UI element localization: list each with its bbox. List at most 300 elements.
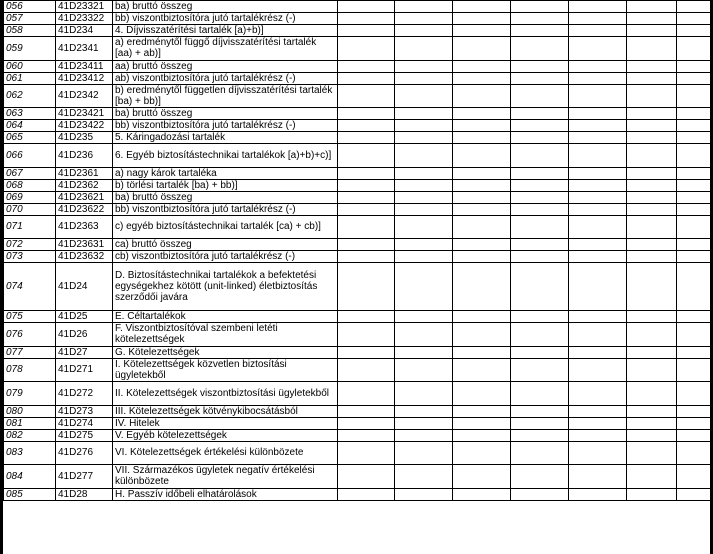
value-cell[interactable] xyxy=(677,25,711,37)
value-cell[interactable] xyxy=(338,346,395,358)
value-cell[interactable] xyxy=(453,382,511,406)
row-number: 066 xyxy=(4,144,56,168)
value-cell[interactable] xyxy=(511,239,569,251)
value-cell[interactable] xyxy=(569,167,627,179)
table-row xyxy=(4,120,711,132)
value-cell[interactable] xyxy=(338,108,395,120)
table-row xyxy=(4,191,711,203)
value-cell[interactable] xyxy=(511,417,569,429)
value-cell[interactable] xyxy=(569,215,627,239)
table-row xyxy=(4,263,711,311)
value-cell[interactable] xyxy=(627,25,677,37)
value-cell[interactable] xyxy=(511,13,569,25)
value-cell[interactable] xyxy=(453,120,511,132)
row-code: 41D23621 xyxy=(56,191,113,203)
value-cell[interactable] xyxy=(677,251,711,263)
row-number: 069 xyxy=(4,191,56,203)
value-cell[interactable] xyxy=(627,120,677,132)
value-cell[interactable] xyxy=(511,132,569,144)
value-cell[interactable] xyxy=(627,1,677,13)
value-cell[interactable] xyxy=(627,72,677,84)
row-number: 076 xyxy=(4,323,56,347)
table-row xyxy=(4,441,711,465)
value-cell[interactable] xyxy=(627,215,677,239)
value-cell[interactable] xyxy=(677,239,711,251)
value-cell[interactable] xyxy=(453,251,511,263)
value-cell[interactable] xyxy=(395,417,453,429)
row-description: b) eredménytől független díjvisszatérítési tartalék [ba) + bb)] xyxy=(113,84,338,108)
value-cell[interactable] xyxy=(677,215,711,239)
row-code: 41D23322 xyxy=(56,13,113,25)
value-cell[interactable] xyxy=(627,441,677,465)
value-cell[interactable] xyxy=(338,191,395,203)
value-cell[interactable] xyxy=(453,72,511,84)
row-description: c) egyéb biztosítástechnikai tartalék [ca) + cb)] xyxy=(113,215,338,239)
value-cell[interactable] xyxy=(569,191,627,203)
value-cell[interactable] xyxy=(511,25,569,37)
value-cell[interactable] xyxy=(453,203,511,215)
value-cell[interactable] xyxy=(453,441,511,465)
value-cell[interactable] xyxy=(627,132,677,144)
value-cell[interactable] xyxy=(569,144,627,168)
value-cell[interactable] xyxy=(338,417,395,429)
value-cell[interactable] xyxy=(677,323,711,347)
value-cell[interactable] xyxy=(569,382,627,406)
value-cell[interactable] xyxy=(453,25,511,37)
row-number: 074 xyxy=(4,263,56,311)
row-description: I. Kötelezettségek közvetlen biztosítási ügyletekből xyxy=(113,358,338,382)
value-cell[interactable] xyxy=(338,72,395,84)
row-description: D. Biztosítástechnikai tartalékok a befektetési egységekhez kötött (unit-linked) életbiztosítás szerződői javára xyxy=(113,263,338,311)
value-cell[interactable] xyxy=(677,405,711,417)
row-code: 41D23622 xyxy=(56,203,113,215)
value-cell[interactable] xyxy=(627,405,677,417)
value-cell[interactable] xyxy=(395,251,453,263)
value-cell[interactable] xyxy=(338,167,395,179)
row-number: 082 xyxy=(4,429,56,441)
value-cell[interactable] xyxy=(395,203,453,215)
row-code: 41D28 xyxy=(56,488,113,500)
value-cell[interactable] xyxy=(395,263,453,311)
value-cell[interactable] xyxy=(569,203,627,215)
value-cell[interactable] xyxy=(569,60,627,72)
value-cell[interactable] xyxy=(395,323,453,347)
row-description: II. Kötelezettségek viszontbiztosítási ügyletekből xyxy=(113,382,338,406)
row-description: 5. Káringadozási tartalék xyxy=(113,132,338,144)
value-cell[interactable] xyxy=(453,239,511,251)
value-cell[interactable] xyxy=(627,429,677,441)
row-number: 058 xyxy=(4,25,56,37)
value-cell[interactable] xyxy=(395,179,453,191)
row-description: G. Kötelezettségek xyxy=(113,346,338,358)
table-row xyxy=(4,60,711,72)
value-cell[interactable] xyxy=(627,239,677,251)
row-description: ba) bruttó összeg xyxy=(113,1,338,13)
value-cell[interactable] xyxy=(453,191,511,203)
table-row xyxy=(4,132,711,144)
value-cell[interactable] xyxy=(627,179,677,191)
row-code: 41D2362 xyxy=(56,179,113,191)
value-cell[interactable] xyxy=(569,37,627,61)
value-cell[interactable] xyxy=(453,263,511,311)
value-cell[interactable] xyxy=(453,179,511,191)
row-number: 084 xyxy=(4,465,56,489)
table-row xyxy=(4,405,711,417)
value-cell[interactable] xyxy=(569,239,627,251)
row-number: 063 xyxy=(4,108,56,120)
value-cell[interactable] xyxy=(627,417,677,429)
value-cell[interactable] xyxy=(627,13,677,25)
table-row xyxy=(4,167,711,179)
value-cell[interactable] xyxy=(453,84,511,108)
row-description: a) eredménytől függő díjvisszatérítési tartalék [aa) + ab)] xyxy=(113,37,338,61)
value-cell[interactable] xyxy=(677,488,711,500)
value-cell[interactable] xyxy=(677,203,711,215)
value-cell[interactable] xyxy=(627,358,677,382)
row-code: 41D234 xyxy=(56,25,113,37)
value-cell[interactable] xyxy=(395,13,453,25)
value-cell[interactable] xyxy=(511,382,569,406)
value-cell[interactable] xyxy=(569,120,627,132)
value-cell[interactable] xyxy=(677,37,711,61)
value-cell[interactable] xyxy=(338,37,395,61)
value-cell[interactable] xyxy=(627,167,677,179)
table-row xyxy=(4,382,711,406)
row-number: 085 xyxy=(4,488,56,500)
value-cell[interactable] xyxy=(511,405,569,417)
value-cell[interactable] xyxy=(395,215,453,239)
value-cell[interactable] xyxy=(453,13,511,25)
table-row xyxy=(4,144,711,168)
value-cell[interactable] xyxy=(395,311,453,323)
table-row xyxy=(4,1,711,13)
value-cell[interactable] xyxy=(395,84,453,108)
value-cell[interactable] xyxy=(511,346,569,358)
value-cell[interactable] xyxy=(569,179,627,191)
value-cell[interactable] xyxy=(677,429,711,441)
value-cell[interactable] xyxy=(338,1,395,13)
value-cell[interactable] xyxy=(395,191,453,203)
row-code: 41D2342 xyxy=(56,84,113,108)
value-cell[interactable] xyxy=(453,144,511,168)
value-cell[interactable] xyxy=(395,167,453,179)
row-number: 059 xyxy=(4,37,56,61)
table-row xyxy=(4,25,711,37)
value-cell[interactable] xyxy=(569,132,627,144)
value-cell[interactable] xyxy=(511,37,569,61)
row-description: VI. Kötelezettségek értékelési különbözete xyxy=(113,441,338,465)
row-code: 41D275 xyxy=(56,429,113,441)
value-cell[interactable] xyxy=(453,465,511,489)
value-cell[interactable] xyxy=(677,346,711,358)
value-cell[interactable] xyxy=(395,1,453,13)
value-cell[interactable] xyxy=(338,311,395,323)
table-row xyxy=(4,37,711,61)
value-cell[interactable] xyxy=(338,405,395,417)
value-cell[interactable] xyxy=(569,429,627,441)
value-cell[interactable] xyxy=(569,346,627,358)
value-cell[interactable] xyxy=(453,323,511,347)
row-number: 081 xyxy=(4,417,56,429)
value-cell[interactable] xyxy=(627,382,677,406)
table-row xyxy=(4,251,711,263)
value-cell[interactable] xyxy=(511,358,569,382)
value-cell[interactable] xyxy=(338,179,395,191)
value-cell[interactable] xyxy=(395,346,453,358)
value-cell[interactable] xyxy=(569,465,627,489)
value-cell[interactable] xyxy=(627,37,677,61)
table-row xyxy=(4,358,711,382)
value-cell[interactable] xyxy=(395,120,453,132)
row-description: IV. Hitelek xyxy=(113,417,338,429)
row-number: 070 xyxy=(4,203,56,215)
value-cell[interactable] xyxy=(395,144,453,168)
row-number: 061 xyxy=(4,72,56,84)
value-cell[interactable] xyxy=(338,465,395,489)
value-cell[interactable] xyxy=(338,239,395,251)
value-cell[interactable] xyxy=(511,72,569,84)
table-row xyxy=(4,203,711,215)
value-cell[interactable] xyxy=(395,441,453,465)
value-cell[interactable] xyxy=(627,346,677,358)
row-code: 41D271 xyxy=(56,358,113,382)
row-code: 41D2363 xyxy=(56,215,113,239)
value-cell[interactable] xyxy=(677,144,711,168)
value-cell[interactable] xyxy=(677,84,711,108)
value-cell[interactable] xyxy=(627,323,677,347)
value-cell[interactable] xyxy=(338,120,395,132)
value-cell[interactable] xyxy=(395,239,453,251)
row-code: 41D26 xyxy=(56,323,113,347)
value-cell[interactable] xyxy=(511,215,569,239)
value-cell[interactable] xyxy=(627,60,677,72)
value-cell[interactable] xyxy=(569,1,627,13)
row-number: 056 xyxy=(4,1,56,13)
value-cell[interactable] xyxy=(627,465,677,489)
value-cell[interactable] xyxy=(395,405,453,417)
value-cell[interactable] xyxy=(677,120,711,132)
row-code: 41D24 xyxy=(56,263,113,311)
row-description: aa) bruttó összeg xyxy=(113,60,338,72)
value-cell[interactable] xyxy=(511,488,569,500)
value-cell[interactable] xyxy=(338,13,395,25)
value-cell[interactable] xyxy=(511,108,569,120)
value-cell[interactable] xyxy=(338,144,395,168)
value-cell[interactable] xyxy=(453,405,511,417)
value-cell[interactable] xyxy=(395,429,453,441)
value-cell[interactable] xyxy=(511,191,569,203)
table-row xyxy=(4,346,711,358)
table-row xyxy=(4,429,711,441)
value-cell[interactable] xyxy=(569,263,627,311)
value-cell[interactable] xyxy=(338,382,395,406)
value-cell[interactable] xyxy=(338,25,395,37)
value-cell[interactable] xyxy=(627,488,677,500)
value-cell[interactable] xyxy=(395,488,453,500)
value-cell[interactable] xyxy=(511,465,569,489)
table-row xyxy=(4,323,711,347)
table-row xyxy=(4,84,711,108)
value-cell[interactable] xyxy=(511,311,569,323)
value-cell[interactable] xyxy=(395,60,453,72)
value-cell[interactable] xyxy=(338,203,395,215)
value-cell[interactable] xyxy=(627,263,677,311)
value-cell[interactable] xyxy=(677,382,711,406)
row-code: 41D2341 xyxy=(56,37,113,61)
value-cell[interactable] xyxy=(511,120,569,132)
value-cell[interactable] xyxy=(338,60,395,72)
value-cell[interactable] xyxy=(395,358,453,382)
value-cell[interactable] xyxy=(677,417,711,429)
value-cell[interactable] xyxy=(395,382,453,406)
row-description: 4. Díjvisszatérítési tartalék [a)+b)] xyxy=(113,25,338,37)
row-description: a) nagy károk tartaléka xyxy=(113,167,338,179)
value-cell[interactable] xyxy=(453,1,511,13)
value-cell[interactable] xyxy=(627,251,677,263)
table-row xyxy=(4,108,711,120)
value-cell[interactable] xyxy=(677,441,711,465)
value-cell[interactable] xyxy=(677,13,711,25)
value-cell[interactable] xyxy=(511,441,569,465)
value-cell[interactable] xyxy=(677,263,711,311)
row-description: b) törlési tartalék [ba) + bb)] xyxy=(113,179,338,191)
row-code: 41D23631 xyxy=(56,239,113,251)
row-description: bb) viszontbiztosítóra jutó tartalékrész (-) xyxy=(113,120,338,132)
value-cell[interactable] xyxy=(395,25,453,37)
value-cell[interactable] xyxy=(453,417,511,429)
value-cell[interactable] xyxy=(338,441,395,465)
value-cell[interactable] xyxy=(453,346,511,358)
value-cell[interactable] xyxy=(511,179,569,191)
value-cell[interactable] xyxy=(569,72,627,84)
row-number: 072 xyxy=(4,239,56,251)
value-cell[interactable] xyxy=(627,191,677,203)
value-cell[interactable] xyxy=(395,132,453,144)
value-cell[interactable] xyxy=(569,488,627,500)
row-number: 062 xyxy=(4,84,56,108)
row-number: 083 xyxy=(4,441,56,465)
row-number: 071 xyxy=(4,215,56,239)
value-cell[interactable] xyxy=(569,84,627,108)
value-cell[interactable] xyxy=(677,358,711,382)
data-table xyxy=(3,0,711,501)
row-code: 41D235 xyxy=(56,132,113,144)
row-code: 41D23421 xyxy=(56,108,113,120)
row-description: III. Kötelezettségek kötvénykibocsátásból xyxy=(113,405,338,417)
value-cell[interactable] xyxy=(569,417,627,429)
value-cell[interactable] xyxy=(627,84,677,108)
value-cell[interactable] xyxy=(569,441,627,465)
row-code: 41D277 xyxy=(56,465,113,489)
value-cell[interactable] xyxy=(338,132,395,144)
value-cell[interactable] xyxy=(627,108,677,120)
value-cell[interactable] xyxy=(453,60,511,72)
value-cell[interactable] xyxy=(395,465,453,489)
value-cell[interactable] xyxy=(338,251,395,263)
value-cell[interactable] xyxy=(569,25,627,37)
value-cell[interactable] xyxy=(395,72,453,84)
value-cell[interactable] xyxy=(511,144,569,168)
value-cell[interactable] xyxy=(338,488,395,500)
value-cell[interactable] xyxy=(627,144,677,168)
value-cell[interactable] xyxy=(511,84,569,108)
value-cell[interactable] xyxy=(677,179,711,191)
value-cell[interactable] xyxy=(395,108,453,120)
value-cell[interactable] xyxy=(453,488,511,500)
value-cell[interactable] xyxy=(511,323,569,347)
value-cell[interactable] xyxy=(511,251,569,263)
value-cell[interactable] xyxy=(453,311,511,323)
row-description: ab) viszontbiztosítóra jutó tartalékrész (-) xyxy=(113,72,338,84)
table-row xyxy=(4,13,711,25)
value-cell[interactable] xyxy=(511,429,569,441)
row-code: 41D23632 xyxy=(56,251,113,263)
value-cell[interactable] xyxy=(453,429,511,441)
value-cell[interactable] xyxy=(569,358,627,382)
value-cell[interactable] xyxy=(569,13,627,25)
row-description: bb) viszontbiztosítóra jutó tartalékrész (-) xyxy=(113,13,338,25)
value-cell[interactable] xyxy=(569,108,627,120)
value-cell[interactable] xyxy=(511,263,569,311)
value-cell[interactable] xyxy=(677,1,711,13)
value-cell[interactable] xyxy=(338,323,395,347)
value-cell[interactable] xyxy=(453,358,511,382)
value-cell[interactable] xyxy=(677,465,711,489)
value-cell[interactable] xyxy=(511,1,569,13)
row-number: 057 xyxy=(4,13,56,25)
value-cell[interactable] xyxy=(395,37,453,61)
value-cell[interactable] xyxy=(453,167,511,179)
value-cell[interactable] xyxy=(453,37,511,61)
value-cell[interactable] xyxy=(338,263,395,311)
value-cell[interactable] xyxy=(338,358,395,382)
value-cell[interactable] xyxy=(677,311,711,323)
value-cell[interactable] xyxy=(677,108,711,120)
value-cell[interactable] xyxy=(627,203,677,215)
value-cell[interactable] xyxy=(511,167,569,179)
row-description: ca) bruttó összeg xyxy=(113,239,338,251)
value-cell[interactable] xyxy=(338,84,395,108)
table-row xyxy=(4,72,711,84)
table-row xyxy=(4,239,711,251)
value-cell[interactable] xyxy=(569,323,627,347)
value-cell[interactable] xyxy=(511,203,569,215)
row-description: H. Passzív időbeli elhatárolások xyxy=(113,488,338,500)
value-cell[interactable] xyxy=(511,60,569,72)
row-number: 065 xyxy=(4,132,56,144)
value-cell[interactable] xyxy=(453,132,511,144)
value-cell[interactable] xyxy=(677,167,711,179)
value-cell[interactable] xyxy=(677,132,711,144)
row-code: 41D272 xyxy=(56,382,113,406)
value-cell[interactable] xyxy=(453,108,511,120)
row-description: ba) bruttó összeg xyxy=(113,108,338,120)
value-cell[interactable] xyxy=(569,311,627,323)
row-code: 41D273 xyxy=(56,405,113,417)
value-cell[interactable] xyxy=(677,60,711,72)
value-cell[interactable] xyxy=(569,251,627,263)
value-cell[interactable] xyxy=(677,191,711,203)
row-description: bb) viszontbiztosítóra jutó tartalékrész (-) xyxy=(113,203,338,215)
value-cell[interactable] xyxy=(677,72,711,84)
value-cell[interactable] xyxy=(338,215,395,239)
row-description: VII. Származékos ügyletek negatív értékelési különbözete xyxy=(113,465,338,489)
value-cell[interactable] xyxy=(453,215,511,239)
value-cell[interactable] xyxy=(338,429,395,441)
table-body xyxy=(4,1,711,501)
value-cell[interactable] xyxy=(627,311,677,323)
value-cell[interactable] xyxy=(569,405,627,417)
